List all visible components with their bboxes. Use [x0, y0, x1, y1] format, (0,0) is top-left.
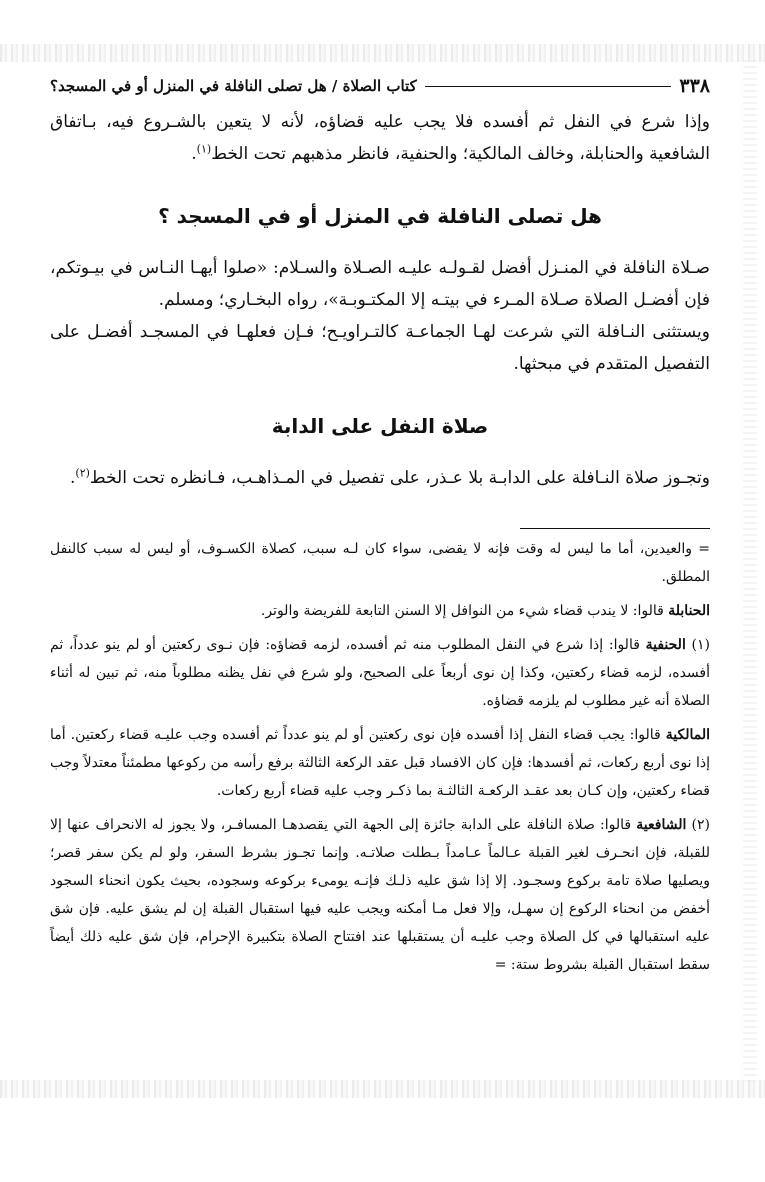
- paragraph-4-text: وتجـوز صلاة النـافلة على الدابـة بلا عـذر، على تفصيل في المـذاهـب، فـانظره تحت الخط: [89, 468, 710, 488]
- footnote-separator: [520, 528, 710, 529]
- scan-artifact-bottom: [0, 1080, 765, 1098]
- page-header: [50, 68, 710, 104]
- book-page: [50, 68, 710, 985]
- page-number: ٣٣٨: [679, 75, 710, 97]
- section-heading-home-or-mosque: هل تصلى النافلة في المنزل أو في المسجد ؟: [158, 204, 602, 228]
- scan-artifact-side: [743, 60, 757, 1082]
- running-title: كتاب الصلاة / هل تصلى النافلة في المنزل أو في المسجد؟: [50, 77, 417, 95]
- madhhab-label-shafiiyya: الشافعية: [636, 817, 687, 833]
- paragraph-2: صـلاة النافلة في المنـزل أفضل لقـولـه عليـه الصـلاة والسـلام: «صلوا أيهـا النـاس في بيـوتكم، فإن أفضـل الصلاة صـلاة المـرء في بيتـه إلا المكتـوبـة»، رواه البخـاري؛ ومسلم.: [50, 258, 710, 310]
- madhhab-label-hanabila: الحنابلة: [668, 603, 710, 619]
- footnote-hanabila-text: قالوا: لا يندب قضاء شيء من النوافل إلا السنن التابعة للفريضة والوتر.: [260, 603, 669, 619]
- scan-artifact-top: [0, 44, 765, 62]
- footnote-shafiiyya-text: قالوا: صلاة النافلة على الدابة جائزة إلى الجهة التي يقصدهـا المسافـر، ولا يجوز له الانحراف عنها إلا للقبلة، فإن انحـرف لغير القبلة عـالماً عـامداً بـطلت صلاتـه. وإنما تجـوز بشرط السفر، ولو لم يكن سفر قصر؛ ويصليها صلاة تامة بركوع وسجـود. إلا إذا شق عليه ذلـك فإنـه يومىء بركوعه وسجوده، بحيث يكون انحناء السجود أخفض من انحناء الركوع إن سهـل، وإلا فعل مـا أمكنه ويجب عليه فيها استقبال القبلة إن لم يشق عليه. فإن شق عليه استقبالها في كل الصلاة وجب عليـه أن يستقبلها عند افتتاح الصلاة بتكبيرة الإحرام، فإن شق عليه ذلك أيضاً سقط استقبال القبلة بشروط ستة: =: [50, 817, 710, 973]
- footnote-1-number: (١): [685, 637, 710, 653]
- madhhab-label-hanafiyya: الحنفية: [645, 637, 686, 653]
- footnote-continuation: = والعيدين، أما ما ليس له وقت فإنه لا يقضى، سواء كان لـه سبب، كصلاة الكسـوف، أو ليس له سبب كالنفل المطلق.: [50, 541, 710, 585]
- footnote-hanafiyya-text: قالوا: إذا شرع في النفل المطلوب منه ثم أفسده، لزمه قضاؤه: فإن نـوى ركعتين أو لم ينو عدداً، ثم أفسده، لزمه قضاء ركعتين، وكذا إن نوى أربعاً على الصحيح، ولو شرع في نفل يظنه مطلوباً منه، ثم تبين له أثناء الصلاة أنه غير مطلوب لم يلزمه قضاؤه.: [50, 637, 710, 709]
- paragraph-1: [50, 106, 710, 170]
- footnote-2-number: (٢): [686, 817, 710, 833]
- paragraph-3: ويستثنى النـافلة التي شرعت لهـا الجماعـة كالتـراويـح؛ فـإن فعلهـا في المسجـد أفضـل على التفصيل المتقدم في مبحثها.: [50, 322, 710, 374]
- header-rule: [425, 85, 672, 87]
- footnote-hanabila: [50, 597, 710, 625]
- paragraph-1-end: .: [191, 144, 197, 164]
- footnote-malikiyya: [50, 721, 710, 805]
- paragraph-4-end: .: [70, 468, 76, 488]
- footnote-ref-2: (٢): [75, 466, 90, 480]
- madhhab-label-malikiyya: المالكية: [665, 727, 710, 743]
- footnote-malikiyya-text: قالوا: يجب قضاء النفل إذا أفسده فإن نوى ركعتين أو لم ينو عدداً ثم أفسده وجب عليـه قضاء ركعتين. أما إذا نوى أربع ركعات، ثم أفسدها: فإن كان الافساد قبل عقد الركعة الثالثة برفع رأسه من ركوعها مطمئناً معتدلاً وجب قضاء ركعتين، وإن كـان بعد عقـد الركعـة الثالثـة بما ذكـر وجب عليه قضاء أربع ركعات.: [50, 727, 710, 799]
- section-heading-riding-animal: صلاة النفل على الدابة: [271, 414, 489, 438]
- footnote-ref-1: (١): [196, 142, 212, 156]
- paragraph-4: [50, 462, 710, 494]
- footnote-1-hanafiyya: [50, 631, 710, 715]
- footnote-2-shafiiyya: [50, 811, 710, 979]
- paragraph-1-text: وإذا شرع في النفل ثم أفسده فلا يجب عليه قضاؤه، لأنه لا يتعين بالشـروع فيه، بـاتفاق الشافعية والحنابلة، وخالف المالكية؛ والحنفية، فانظر مذهبهم تحت الخط: [50, 112, 710, 164]
